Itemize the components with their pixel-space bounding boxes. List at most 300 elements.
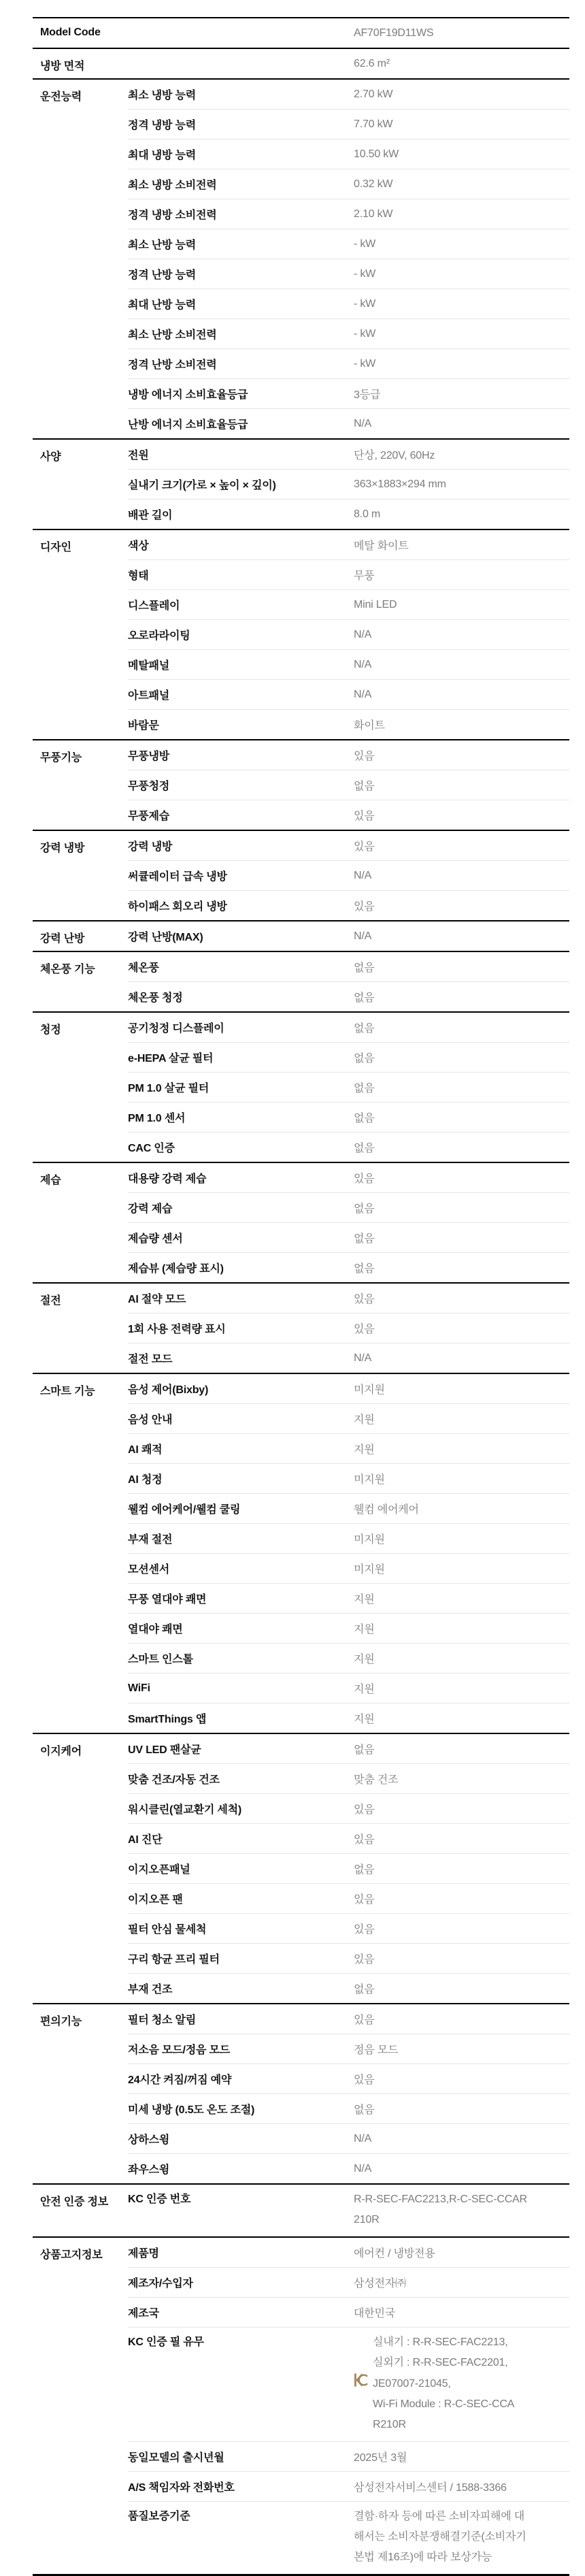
section-rows [128, 1013, 569, 1162]
spec-label: 최소 냉방 소비전력 [128, 180, 217, 191]
spec-label: 최대 난방 능력 [128, 299, 197, 311]
spec-label: 오로라라이팅 [128, 630, 190, 642]
spec-label: 냉방 에너지 소비효율등급 [128, 389, 248, 401]
spec-row [128, 559, 569, 589]
spec-value: 없음 [354, 1203, 375, 1215]
section-category: 강력 냉방 [40, 843, 85, 854]
section-rows [128, 740, 569, 830]
spec-value: 맞춤 건조 [354, 1774, 399, 1786]
spec-label: 워시클린(열교환기 세척) [128, 1804, 242, 1816]
spec-value-line: 결함·하자 등에 따른 소비자피해에 대 [354, 2511, 524, 2522]
spec-label: 이지오픈 팬 [128, 1894, 183, 1906]
spec-row [128, 1343, 569, 1373]
spec-value [354, 2507, 569, 2568]
spec-value: 3등급 [354, 389, 381, 401]
spec-row [128, 1734, 569, 1763]
section-rows [128, 922, 569, 951]
spec-row [128, 2441, 569, 2471]
spec-label: 대용량 강력 제습 [128, 1173, 207, 1185]
section-rows [128, 831, 569, 920]
spec-row [128, 1763, 569, 1793]
spec-row [128, 1163, 569, 1192]
section-rows [128, 2238, 569, 2574]
spec-row [128, 139, 569, 169]
spec-label: CAC 인증 [128, 1143, 175, 1154]
spec-value: 있음 [354, 1924, 375, 1936]
spec-row [128, 109, 569, 139]
spec-row [128, 1793, 569, 1823]
spec-row [128, 740, 569, 770]
spec-row [128, 289, 569, 319]
spec-value: 없음 [354, 1864, 375, 1876]
spec-label: 1회 사용 전력량 표시 [128, 1324, 226, 1335]
spec-section [33, 1373, 569, 1733]
spec-section [33, 2236, 569, 2574]
section-rows [128, 1163, 569, 1282]
spec-label: 형태 [128, 570, 149, 582]
spec-value: 없음 [354, 1083, 375, 1094]
spec-row [128, 2004, 569, 2034]
spec-value: 메탈 화이트 [354, 540, 409, 552]
spec-label: WiFi [128, 1682, 150, 1694]
spec-value: 2.70 kW [354, 88, 393, 100]
spec-label: 써큘레이터 급속 냉방 [128, 871, 227, 883]
spec-value: 없음 [354, 2104, 375, 2116]
spec-row [128, 981, 569, 1011]
spec-label: 정격 냉방 소비전력 [128, 210, 217, 221]
spec-label: PM 1.0 살균 필터 [128, 1083, 210, 1094]
spec-label: 정격 난방 능력 [128, 270, 197, 281]
spec-row [128, 649, 569, 679]
spec-label: 웰컴 에어케어/웰컴 쿨링 [128, 1504, 241, 1516]
spec-value-line: 실외기 : R-R-SEC-FAC2201, [373, 2357, 508, 2368]
spec-value: N/A [354, 628, 372, 640]
spec-label: 절전 모드 [128, 1354, 173, 1365]
spec-row [128, 2123, 569, 2153]
spec-label: 강력 난방(MAX) [128, 932, 203, 943]
spec-label: 이지오픈패널 [128, 1864, 190, 1876]
spec-row [128, 49, 569, 78]
spec-value: 있음 [354, 811, 375, 822]
spec-label: KC 인증 필 유무 [128, 2336, 204, 2348]
spec-value: 363×1883×294 mm [354, 478, 446, 490]
spec-label: AI 쾌적 [128, 1444, 163, 1456]
spec-row [128, 259, 569, 289]
spec-label: 색상 [128, 540, 149, 552]
spec-section [33, 1282, 569, 1373]
spec-row [128, 1132, 569, 1162]
spec-value: 지원 [354, 1714, 375, 1725]
spec-value: 정음 모드 [354, 2044, 399, 2056]
spec-label: PM 1.0 센서 [128, 1113, 186, 1124]
spec-value: - kW [354, 357, 376, 370]
section-category: 편의기능 [40, 2016, 82, 2027]
spec-label: A/S 책임자와 전화번호 [128, 2482, 235, 2494]
spec-row [128, 1013, 569, 1042]
spec-value: N/A [354, 417, 372, 429]
spec-label: 구리 항균 프리 필터 [128, 1954, 220, 1966]
spec-row [128, 1913, 569, 1943]
spec-value: 지원 [354, 1624, 375, 1635]
spec-value: 있음 [354, 901, 375, 913]
spec-row [128, 1192, 569, 1222]
spec-row [128, 890, 569, 920]
spec-row [128, 1883, 569, 1913]
spec-row [128, 800, 569, 830]
spec-value: 있음 [354, 841, 375, 853]
spec-row [128, 1433, 569, 1463]
spec-row [128, 2501, 569, 2574]
spec-row [128, 2185, 569, 2236]
spec-value-line [373, 2373, 569, 2394]
spec-value: 없음 [354, 1053, 375, 1064]
spec-label: 정격 난방 소비전력 [128, 359, 217, 371]
spec-label: AI 진단 [128, 1834, 163, 1846]
section-rows [128, 440, 569, 529]
spec-row [128, 2238, 569, 2267]
spec-value: 웰컴 에어케어 [354, 1504, 419, 1516]
section-rows [128, 530, 569, 739]
spec-row [128, 2267, 569, 2297]
spec-row [128, 199, 569, 229]
spec-value: 2.10 kW [354, 208, 393, 220]
spec-section [33, 920, 569, 951]
section-rows [128, 1734, 569, 2003]
spec-label: 배관 길이 [128, 510, 173, 521]
spec-value-line: Wi-Fi Module : R-C-SEC-CCA [373, 2398, 515, 2410]
spec-value: N/A [354, 1352, 372, 1364]
spec-label: 필터 청소 알림 [128, 2015, 197, 2026]
spec-value: 없음 [354, 1263, 375, 1275]
spec-label: 맞춤 건조/자동 건조 [128, 1774, 220, 1786]
spec-value: N/A [354, 658, 372, 670]
spec-row [128, 1853, 569, 1883]
section-category: 상품고지정보 [40, 2249, 103, 2261]
spec-row [128, 952, 569, 981]
spec-value: 없음 [354, 1113, 375, 1124]
spec-row [128, 709, 569, 739]
spec-value: 있음 [354, 1294, 375, 1305]
section-rows [128, 2185, 569, 2236]
spec-label: 품질보증기준 [128, 2511, 190, 2522]
section-category: 이지케어 [40, 1746, 82, 1757]
spec-label: AI 절약 모드 [128, 1294, 186, 1305]
spec-label: 난방 에너지 소비효율등급 [128, 419, 248, 431]
spec-value: 단상, 220V, 60Hz [354, 450, 435, 461]
spec-row [128, 18, 569, 48]
spec-row [128, 440, 569, 469]
spec-value: 에어컨 / 냉방전용 [354, 2248, 435, 2260]
spec-label: 부재 절전 [128, 1534, 173, 1546]
spec-value: N/A [354, 688, 372, 700]
spec-section [33, 2183, 569, 2236]
spec-value: 미지원 [354, 1384, 385, 1396]
spec-row [128, 2153, 569, 2183]
spec-section [33, 951, 569, 1011]
spec-row [128, 1943, 569, 1973]
spec-value: 없음 [354, 781, 375, 792]
spec-label: 필터 안심 물세척 [128, 1924, 207, 1936]
spec-label: 모션센서 [128, 1564, 170, 1576]
spec-value: N/A [354, 2132, 372, 2145]
spec-row [128, 2297, 569, 2327]
spec-label: 정격 냉방 능력 [128, 120, 197, 131]
spec-label: 강력 제습 [128, 1203, 173, 1215]
spec-value: 있음 [354, 1954, 375, 1966]
spec-label: 제조자/수입자 [128, 2278, 193, 2289]
spec-label: 제습뷰 (제습량 표시) [128, 1263, 224, 1275]
spec-label: KC 인증 번호 [128, 2194, 191, 2205]
spec-section [33, 17, 569, 48]
spec-row [128, 2034, 569, 2064]
spec-value: 있음 [354, 1834, 375, 1846]
spec-value: 없음 [354, 992, 375, 1004]
spec-label: 공기청정 디스플레이 [128, 1023, 224, 1034]
spec-label: 무풍제습 [128, 811, 170, 822]
section-rows [128, 2004, 569, 2183]
spec-value: 8.0 m [354, 508, 381, 520]
spec-row [128, 1403, 569, 1433]
spec-row [128, 1102, 569, 1132]
spec-value: 미지원 [354, 1534, 385, 1546]
spec-value: 없음 [354, 1023, 375, 1034]
spec-label: 최소 난방 능력 [128, 240, 197, 251]
spec-value: 7.70 kW [354, 118, 393, 130]
spec-row [128, 469, 569, 499]
spec-value: 있음 [354, 1804, 375, 1816]
spec-row [128, 1313, 569, 1343]
spec-value: 미지원 [354, 1564, 385, 1576]
spec-row [128, 1703, 569, 1733]
section-category: Model Code [40, 27, 101, 38]
spec-value: 0.32 kW [354, 178, 393, 190]
spec-row [128, 1613, 569, 1643]
spec-value: 있음 [354, 2015, 375, 2026]
spec-value-line: R-R-SEC-FAC2213,R-C-SEC-CCAR [354, 2194, 527, 2205]
spec-label: e-HEPA 살균 필터 [128, 1053, 214, 1064]
spec-label: 최대 냉방 능력 [128, 150, 197, 161]
spec-row [128, 319, 569, 348]
spec-section [33, 48, 569, 78]
section-rows [128, 1284, 569, 1373]
spec-section [33, 2003, 569, 2183]
spec-value: 62.6 m² [354, 57, 390, 69]
spec-row [128, 770, 569, 800]
spec-label: 무풍 열대야 쾌면 [128, 1594, 207, 1605]
spec-value-line-text: JE07007-21045, [373, 2377, 451, 2390]
section-category: 체온풍 기능 [40, 964, 95, 975]
spec-label: 미세 냉방 (0.5도 온도 조절) [128, 2104, 255, 2116]
spec-row [128, 1042, 569, 1072]
spec-section [33, 1733, 569, 2003]
spec-row [128, 348, 569, 378]
spec-value: N/A [354, 869, 372, 881]
spec-section [33, 1162, 569, 1282]
spec-row [128, 831, 569, 860]
spec-label: 디스플레이 [128, 600, 180, 612]
spec-row [128, 1374, 569, 1403]
spec-table [33, 17, 569, 2576]
spec-value [354, 2189, 569, 2230]
spec-row [128, 1222, 569, 1252]
spec-label: 체온풍 청정 [128, 992, 183, 1004]
spec-row [128, 1643, 569, 1673]
spec-value-line: 해서는 소비자분쟁해결기준(소비자기 [354, 2531, 526, 2543]
spec-value: 지원 [354, 1414, 375, 1426]
section-category: 디자인 [40, 542, 71, 553]
spec-value: 있음 [354, 1324, 375, 1335]
section-rows [128, 952, 569, 1011]
spec-label: 최소 난방 소비전력 [128, 329, 217, 341]
spec-value: 없음 [354, 962, 375, 974]
spec-label: 실내기 크기(가로 × 높이 × 깊이) [128, 480, 276, 491]
spec-value: 지원 [354, 1444, 375, 1456]
spec-label: 스마트 인스톨 [128, 1654, 193, 1665]
spec-value: N/A [354, 930, 372, 942]
spec-value: 삼성전자서비스센터 / 1588-3366 [354, 2482, 507, 2494]
spec-value: 있음 [354, 1173, 375, 1185]
spec-row [128, 860, 569, 890]
section-category: 절전 [40, 1295, 61, 1307]
spec-value: 있음 [354, 1894, 375, 1906]
spec-value: 없음 [354, 1984, 375, 1995]
section-category: 청정 [40, 1024, 61, 1036]
spec-label: 저소음 모드/정음 모드 [128, 2044, 231, 2056]
spec-row [128, 2064, 569, 2093]
spec-value-line: 실내기 : R-R-SEC-FAC2213, [373, 2336, 508, 2348]
spec-value: 무풍 [354, 570, 375, 582]
spec-label: 강력 냉방 [128, 841, 173, 853]
spec-value: 삼성전자㈜ [354, 2278, 406, 2289]
spec-value: 지원 [354, 1594, 375, 1605]
spec-row [128, 619, 569, 649]
spec-section [33, 739, 569, 830]
spec-label: 아트패널 [128, 690, 170, 702]
spec-row [128, 80, 569, 109]
spec-value: 지원 [354, 1654, 375, 1665]
spec-row [128, 1463, 569, 1493]
spec-label: 부재 건조 [128, 1984, 173, 1995]
spec-row [128, 1284, 569, 1313]
spec-row [128, 229, 569, 259]
spec-label: 음성 제어(Bixby) [128, 1384, 209, 1396]
section-category: 무풍기능 [40, 752, 82, 764]
spec-value: 10.50 kW [354, 148, 399, 160]
spec-value: N/A [354, 2162, 372, 2174]
spec-value: 2025년 3월 [354, 2452, 407, 2464]
spec-row [128, 1673, 569, 1703]
section-category: 사양 [40, 451, 61, 463]
spec-row [128, 922, 569, 951]
spec-label: SmartThings 앱 [128, 1714, 207, 1725]
spec-label: 무풍청정 [128, 781, 170, 792]
spec-label: 무풍냉방 [128, 751, 170, 762]
section-rows [128, 18, 569, 48]
spec-label: 바람문 [128, 720, 159, 732]
spec-label: 24시간 켜짐/꺼짐 예약 [128, 2074, 232, 2086]
section-rows [128, 49, 569, 78]
spec-section [33, 1011, 569, 1162]
spec-value-line: R210R [373, 2419, 406, 2430]
spec-value: 없음 [354, 1233, 375, 1245]
section-category: 스마트 기능 [40, 1386, 95, 1397]
spec-value: - kW [354, 238, 376, 250]
section-category: 운전능력 [40, 91, 82, 103]
spec-value: 없음 [354, 1143, 375, 1154]
spec-row [128, 679, 569, 709]
spec-value: AF70F19D11WS [354, 27, 434, 39]
spec-label: 제습량 센서 [128, 1233, 183, 1245]
spec-row [128, 1252, 569, 1282]
section-rows [128, 80, 569, 438]
spec-value: - kW [354, 327, 376, 340]
spec-label: 열대야 쾌면 [128, 1624, 183, 1635]
spec-value: 있음 [354, 751, 375, 762]
spec-label: 좌우스윙 [128, 2164, 170, 2176]
spec-label: 제조국 [128, 2308, 159, 2319]
spec-label: 상하스윙 [128, 2134, 170, 2146]
section-category: 냉방 면적 [40, 61, 85, 72]
section-rows [128, 1374, 569, 1733]
spec-row [128, 378, 569, 408]
spec-value: - kW [354, 297, 376, 310]
spec-section [33, 438, 569, 529]
spec-row [128, 1823, 569, 1853]
spec-label: 체온풍 [128, 962, 159, 974]
spec-row [128, 2093, 569, 2123]
spec-row [128, 589, 569, 619]
spec-label: 메탈패널 [128, 660, 170, 672]
spec-value [354, 2332, 569, 2435]
spec-row [128, 2327, 569, 2441]
spec-section [33, 78, 569, 438]
spec-row [128, 1523, 569, 1553]
spec-row [128, 1493, 569, 1523]
spec-row [128, 530, 569, 559]
spec-value: 미지원 [354, 1474, 385, 1486]
spec-row [128, 2471, 569, 2501]
spec-label: 동일모델의 출시년월 [128, 2452, 224, 2464]
section-category: 제습 [40, 1175, 61, 1186]
spec-value-line: 210R [354, 2214, 380, 2226]
spec-value: 있음 [354, 2074, 375, 2086]
spec-section [33, 830, 569, 920]
spec-row [128, 499, 569, 529]
spec-value: 화이트 [354, 720, 385, 732]
spec-row [128, 169, 569, 199]
spec-row [128, 1973, 569, 2003]
spec-row [128, 1072, 569, 1102]
spec-label: 음성 안내 [128, 1414, 173, 1426]
spec-label: 제품명 [128, 2248, 159, 2260]
spec-label: AI 청정 [128, 1474, 163, 1486]
section-category: 강력 난방 [40, 933, 85, 945]
spec-value-line: 본법 제16조)에 따라 보상가능 [354, 2551, 492, 2563]
spec-value: 대한민국 [354, 2308, 396, 2319]
spec-value: Mini LED [354, 598, 397, 610]
spec-label: 최소 냉방 능력 [128, 90, 197, 101]
kc-mark-icon [354, 2373, 368, 2394]
spec-label: 하이패스 회오리 냉방 [128, 901, 227, 913]
spec-value: - kW [354, 267, 376, 280]
spec-section [33, 529, 569, 739]
spec-label: 전원 [128, 450, 149, 461]
spec-row [128, 408, 569, 438]
section-category: 안전 인증 정보 [40, 2196, 109, 2208]
spec-value: 지원 [354, 1684, 375, 1695]
spec-row [128, 1553, 569, 1583]
spec-label: UV LED 팬살균 [128, 1744, 201, 1756]
